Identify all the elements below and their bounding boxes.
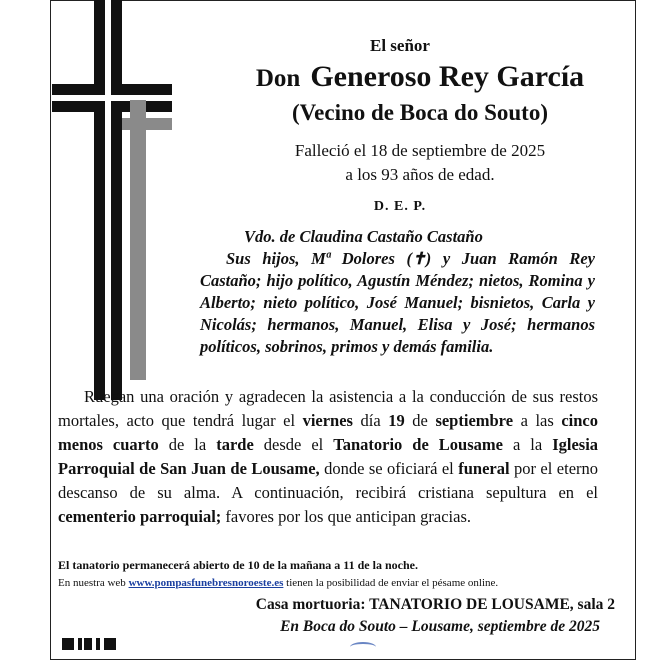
cross-horizontal-line: [52, 95, 172, 101]
place-date: En Boca do Souto – Lousame, septiembre de 2025: [280, 618, 600, 635]
residence: (Vecino de Boca do Souto): [292, 100, 548, 125]
casa-mortuoria: Casa mortuoria: TANATORIO DE LOUSAME, sala 2: [255, 596, 615, 613]
cross-horizontal-shadow: [122, 118, 172, 130]
deceased-name-line: [200, 60, 640, 94]
age: a los 93 años de edad.: [345, 165, 495, 184]
relatives-text: Sus hijos, Mª Dolores (✝) y Juan Ramón Rey Castaño; hijo político, Agustín Méndez; nietos, Romina y Alberto; nieto político, José Manuel; bisnietos, Carla y Nicolás; hermanos, Manuel, Elisa y José; hermanos políticos, sobrinos, primos y demás familia.: [200, 249, 595, 356]
cross-vertical-shadow: [130, 100, 146, 380]
ceremony-text: Ruegan una oración y agradecen la asistencia a la conducción de sus restos mortales, acto que tendrá lugar el viernes día 19 de septiembre a las cinco menos cuarto de la tarde desde el Tanatorio de Lousame a la Iglesia Parroquial de San Juan de Lousame, donde se oficiará el funeral por el eterno descanso de su alma. A continuación, recibirá cristiana sepultura en el cementerio parroquial; favores por los que anticipan gracias.: [58, 387, 599, 526]
website-link[interactable]: www.pompasfunebresnoroeste.es: [128, 577, 284, 589]
honorific: Don: [255, 65, 301, 92]
cross-icon: [52, 0, 172, 400]
death-date: Falleció el 18 de septiembre de 2025: [294, 141, 546, 160]
dep-label: D. E. P.: [373, 199, 427, 214]
logo-icon: [350, 642, 376, 652]
qr-code-icon: [62, 638, 122, 650]
family-list: [200, 226, 595, 358]
title-el-senor: El señor: [370, 36, 430, 55]
web-note: En nuestra web www.pompasfunebresnoroeste.es tienen la posibilidad de enviar el pésame online.: [58, 577, 499, 589]
tanatorio-hours: El tanatorio permanecerá abierto de 10 de la mañana a 11 de la noche.: [58, 558, 418, 572]
widower-line: Vdo. de Claudina Castaño Castaño: [244, 227, 483, 246]
deceased-name: Generoso Rey García: [310, 60, 585, 93]
cross-vertical-line: [105, 0, 111, 400]
